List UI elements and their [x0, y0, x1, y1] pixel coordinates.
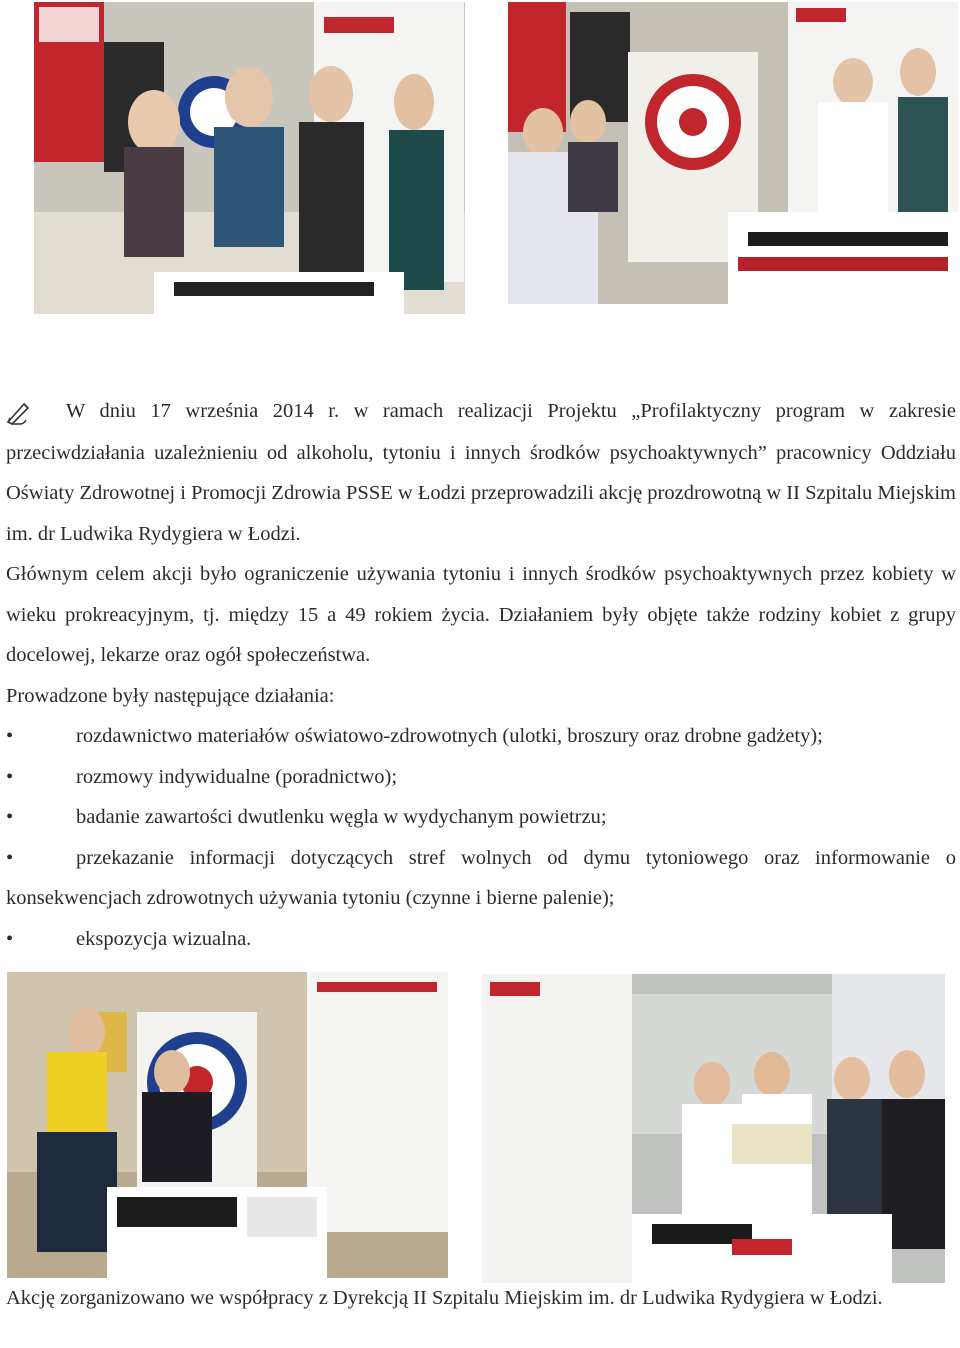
photo-bottom-left-image — [7, 972, 448, 1278]
footer-paragraph: Akcję zorganizowano we współpracy z Dyrekcją II Szpitalu Miejskim im. dr Ludwika Rydygiera w Łodzi. — [6, 1287, 883, 1309]
photo-top-right — [508, 2, 958, 304]
photo-top-left-image — [34, 2, 465, 314]
intro-text: W dniu 17 września 2014 r. w ramach realizacji Projektu „Profilaktyczny program w zakresie przeciwdziałania uzależnieniu od alkoholu, tytoniu i innych środków psychoaktywnych” pracownicy Oddziału Oświaty Zdrowotnej i Promocji Zdrowia PSSE w Łodzi przeprowadzili akcję prozdrowotną w II Szpitalu Miejskim im. dr Ludwika Rydygiera w Łodzi. — [6, 400, 956, 545]
pen-writing-icon — [6, 392, 66, 433]
photo-bottom-right-image — [482, 974, 945, 1283]
article-body — [6, 391, 956, 959]
activity-item: • rozmowy indywidualne (poradnictwo); — [6, 757, 956, 798]
photo-top-right-image — [508, 2, 958, 304]
goal-paragraph: Głównym celem akcji było ograniczenie używania tytoniu i innych środków psychoaktywnych przez kobiety w wieku prokreacyjnym, tj. między 15 a 49 rokiem życia. Działaniem były objęte także rodziny kobiet z grupy docelowej, lekarze oraz ogół społeczeństwa. — [6, 563, 956, 667]
activity-item: • przekazanie informacji dotyczących stref wolnych od dymu tytoniowego oraz informowanie o konsekwencjach zdrowotnych używania tytoniu (czynne i bierne palenie); — [6, 838, 956, 919]
activities-heading: Prowadzone były następujące działania: — [6, 684, 335, 707]
bullet-mark: • — [6, 927, 14, 950]
bullet-mark: • — [6, 806, 14, 829]
photo-bottom-left — [7, 972, 448, 1278]
photo-bottom-right — [482, 974, 945, 1283]
activity-item: • rozdawnictwo materiałów oświatowo-zdrowotnych (ulotki, broszury oraz drobne gadżety); — [6, 716, 956, 757]
bullet-mark: • — [6, 765, 14, 788]
bullet-mark: • — [6, 846, 14, 869]
photo-top-left — [34, 2, 465, 314]
bullet-mark: • — [6, 725, 14, 748]
activity-item: • ekspozycja wizualna. — [6, 919, 956, 960]
intro-paragraph — [6, 391, 956, 554]
activity-item: • badanie zawartości dwutlenku węgla w wydychanym powietrzu; — [6, 797, 956, 838]
